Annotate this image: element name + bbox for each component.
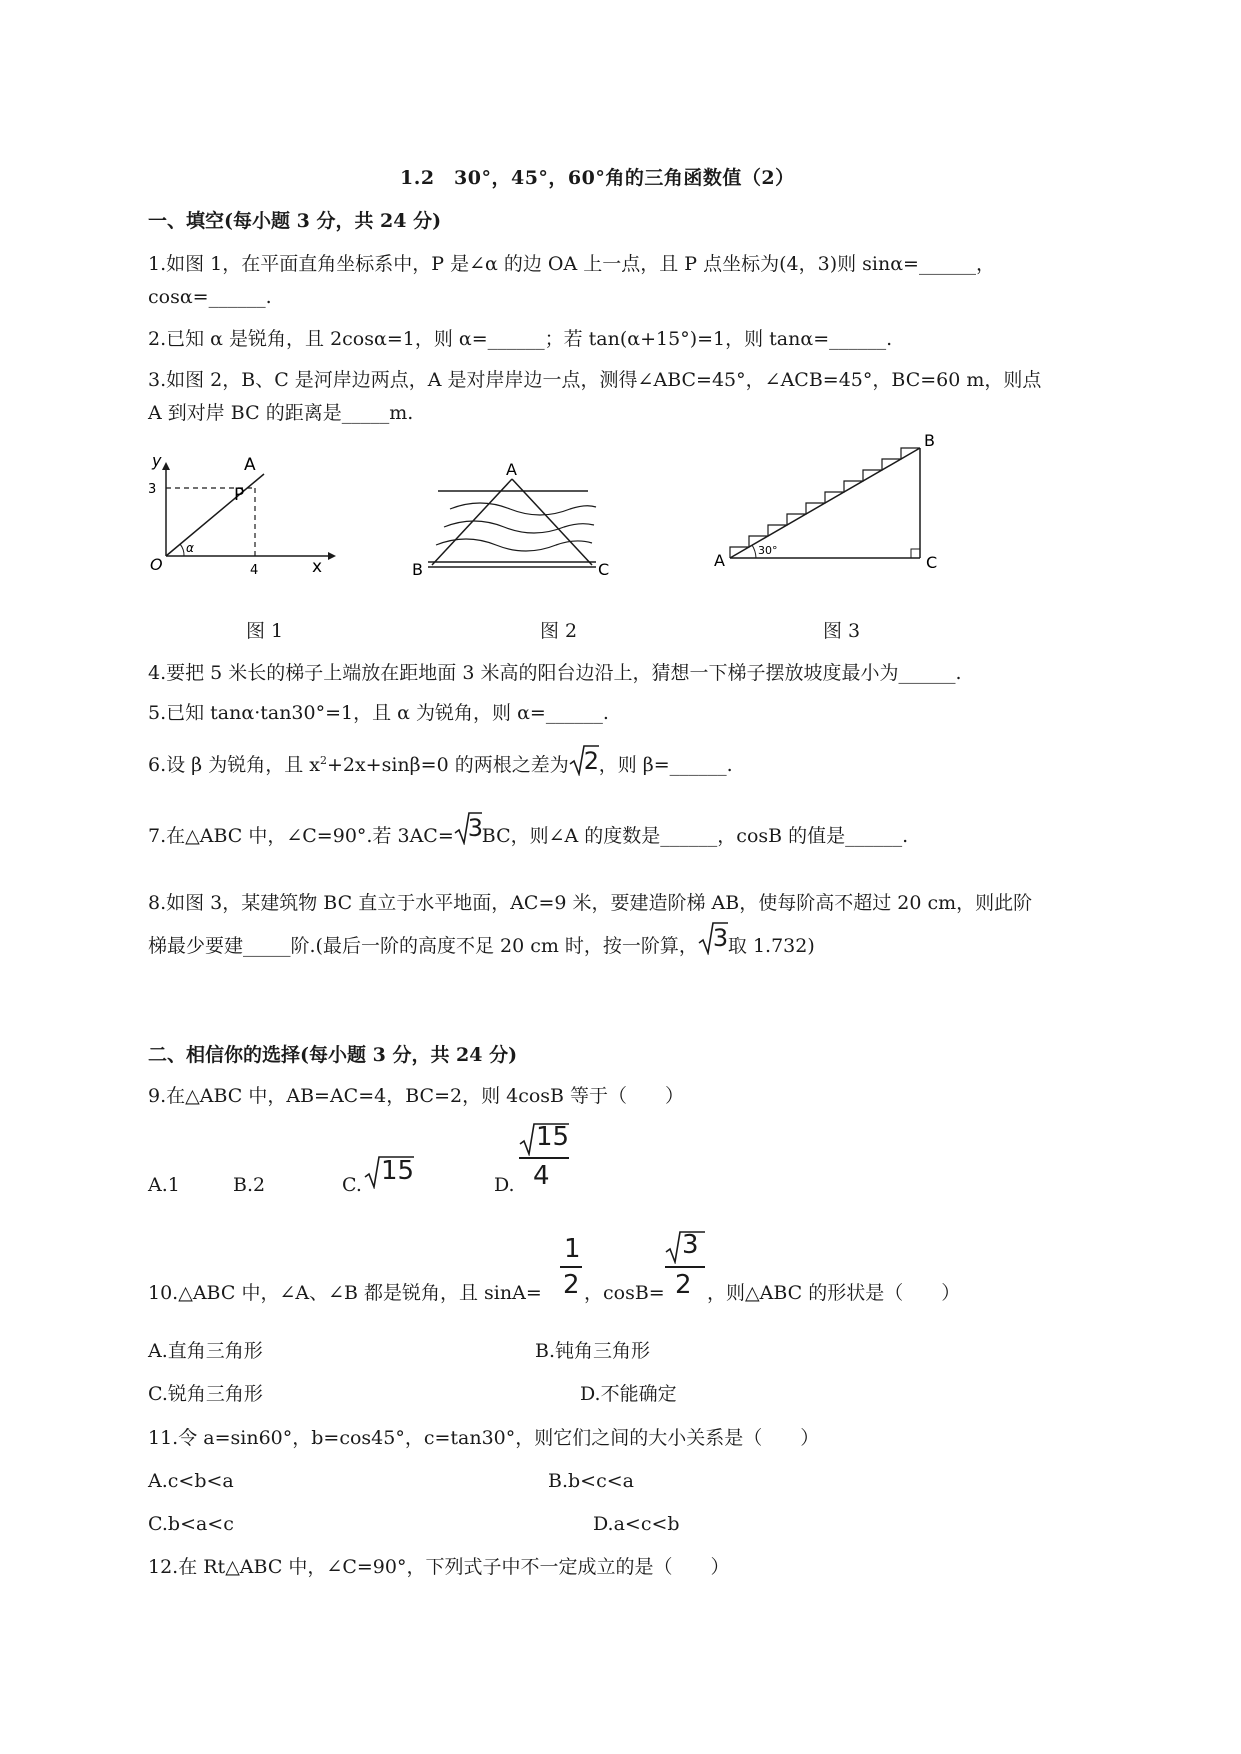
- q9-option-c: [342, 1172, 362, 1198]
- q7-radicand: 3: [467, 814, 484, 842]
- question-6: [148, 747, 733, 778]
- q10-frac1-bar: [560, 1266, 582, 1268]
- section-heading-multiple-choice: 二、相信你的选择(每小题 3 分，共 24 分): [148, 1044, 518, 1066]
- question-3-line-1: 3.如图 2，B、C 是河岸边两点，A 是对岸岸边一点，测得∠ABC=45°，∠ACB=45°，BC=60 m，则点: [148, 369, 1042, 391]
- label-4: 4: [250, 563, 259, 578]
- wave-1: [450, 503, 596, 515]
- question-1-line-1: 1.如图 1，在平面直角坐标系中，P 是∠α 的边 OA 上一点，且 P 点坐标为(4，3)则 sinα=______，: [148, 253, 995, 275]
- q10-text-mid: ，cosB=: [584, 1282, 665, 1304]
- label-c: C: [926, 553, 938, 572]
- q11-option-a: A.c<b<a: [148, 1470, 234, 1492]
- q9-option-d-fraction-bar: [519, 1157, 569, 1159]
- q7-radical: [454, 814, 484, 849]
- q6-text-post: ，则 β=______.: [598, 754, 733, 776]
- q9-option-d-label: D.: [494, 1174, 515, 1196]
- question-8-line-2: [148, 924, 815, 959]
- q9-option-b: B.2: [233, 1174, 266, 1196]
- q9-option-c-radicand: 15: [381, 1156, 415, 1186]
- q9-option-a: A.1: [148, 1174, 180, 1196]
- q6-text-pre: 6.设 β 为锐角，且 x: [148, 754, 320, 776]
- x-axis-arrow: [328, 552, 336, 560]
- label-30-degrees: 30°: [758, 544, 778, 557]
- question-8-line-1: 8.如图 3，某建筑物 BC 直立于水平地面，AC=9 米，要建造阶梯 AB，使每阶高不超过 20 cm，则此阶: [148, 892, 1033, 914]
- q9-option-c-label: C.: [342, 1174, 362, 1196]
- side-ab: [432, 479, 512, 565]
- ray-oa: [166, 474, 264, 556]
- q10-option-c: C.锐角三角形: [148, 1383, 263, 1405]
- angle-30-arc: [752, 545, 756, 558]
- q8-text-post: 取 1.732): [727, 935, 815, 957]
- q10-option-d: D.不能确定: [580, 1383, 677, 1405]
- question-4: 4.要把 5 米长的梯子上端放在距地面 3 米高的阳台边沿上，猜想一下梯子摆放坡度最小为______.: [148, 662, 962, 684]
- right-angle-mark: [911, 549, 920, 558]
- question-2: 2.已知 α 是锐角，且 2cosα=1，则 α=______；若 tan(α+15°)=1，则 tanα=______.: [148, 328, 893, 350]
- q7-text-post: BC，则∠A 的度数是______，cosB 的值是______.: [481, 825, 909, 847]
- figure-3-staircase-diagram: [710, 430, 950, 580]
- q10-option-a: A.直角三角形: [148, 1340, 263, 1362]
- label-3: 3: [148, 482, 157, 497]
- q10-frac2-numerator: 3: [682, 1230, 699, 1260]
- figure-2-caption: 图 2: [540, 620, 578, 642]
- q10-frac2-bar: [665, 1266, 705, 1268]
- question-1-line-2: cosα=______.: [148, 286, 272, 308]
- q11-option-d: D.a<c<b: [593, 1513, 680, 1535]
- question-3-line-2: A 到对岸 BC 的距离是_____m.: [148, 402, 414, 424]
- label-x: x: [312, 557, 323, 577]
- q8-text-pre: 梯最少要建_____阶.(最后一阶的高度不足 20 cm 时，按一阶算，: [148, 935, 698, 957]
- q9-option-d-denominator: 4: [533, 1161, 550, 1191]
- q6-radicand: 2: [583, 747, 599, 775]
- q6-radical: [569, 747, 599, 778]
- label-a: A: [244, 455, 256, 475]
- angle-alpha-arc: [180, 544, 184, 556]
- q9-option-d-numerator: 15: [536, 1122, 570, 1152]
- q10-frac2-denominator: 2: [675, 1270, 692, 1300]
- figure-1-caption: 图 1: [246, 620, 284, 642]
- side-ac: [512, 479, 592, 565]
- label-y: y: [152, 451, 162, 470]
- label-alpha: α: [186, 541, 194, 555]
- q10-text-post: ，则△ABC 的形状是（ ）: [707, 1282, 961, 1304]
- figure-2-river-diagram: [400, 455, 630, 580]
- label-a: A: [506, 460, 517, 479]
- y-axis-arrow: [162, 462, 170, 470]
- label-c: C: [598, 560, 610, 579]
- q10-text-pre: 10.△ABC 中，∠A、∠B 都是锐角，且 sinA=: [148, 1282, 542, 1304]
- q6-exponent: 2: [319, 754, 327, 767]
- q7-text-pre: 7.在△ABC 中，∠C=90°.若 3AC=: [148, 825, 454, 847]
- q10-frac1-denominator: 2: [563, 1270, 580, 1300]
- label-p: P: [234, 485, 245, 505]
- figure-1-coordinate-diagram: [140, 440, 340, 580]
- q8-radical: [698, 924, 729, 959]
- question-9: 9.在△ABC 中，AB=AC=4，BC=2，则 4cosB 等于（ ）: [148, 1085, 685, 1107]
- label-o: O: [150, 555, 163, 574]
- label-b: B: [924, 431, 935, 450]
- q11-option-c: C.b<a<c: [148, 1513, 234, 1535]
- question-5: 5.已知 tanα·tan30°=1，且 α 为锐角，则 α=______.: [148, 702, 609, 724]
- question-11: 11.令 a=sin60°，b=cos45°，c=tan30°，则它们之间的大小关系是（ ）: [148, 1427, 820, 1449]
- question-12: 12.在 Rt△ABC 中，∠C=90°，下列式子中不一定成立的是（ ）: [148, 1556, 730, 1578]
- q11-option-b: B.b<c<a: [548, 1470, 634, 1492]
- q6-text-mid: +2x+sinβ=0 的两根之差为: [326, 754, 569, 776]
- q10-frac1-numerator: 1: [564, 1234, 581, 1264]
- q8-radicand: 3: [712, 924, 729, 952]
- figure-3-caption: 图 3: [823, 620, 861, 642]
- section-heading-fill-blank: 一、填空(每小题 3 分，共 24 分): [148, 210, 442, 232]
- q10-option-b: B.钝角三角形: [535, 1340, 651, 1362]
- question-7: [148, 814, 909, 849]
- page-title: 1.2 30°，45°，60°角的三角函数值（2）: [400, 167, 795, 189]
- label-b: B: [412, 560, 423, 579]
- label-a: A: [714, 551, 725, 570]
